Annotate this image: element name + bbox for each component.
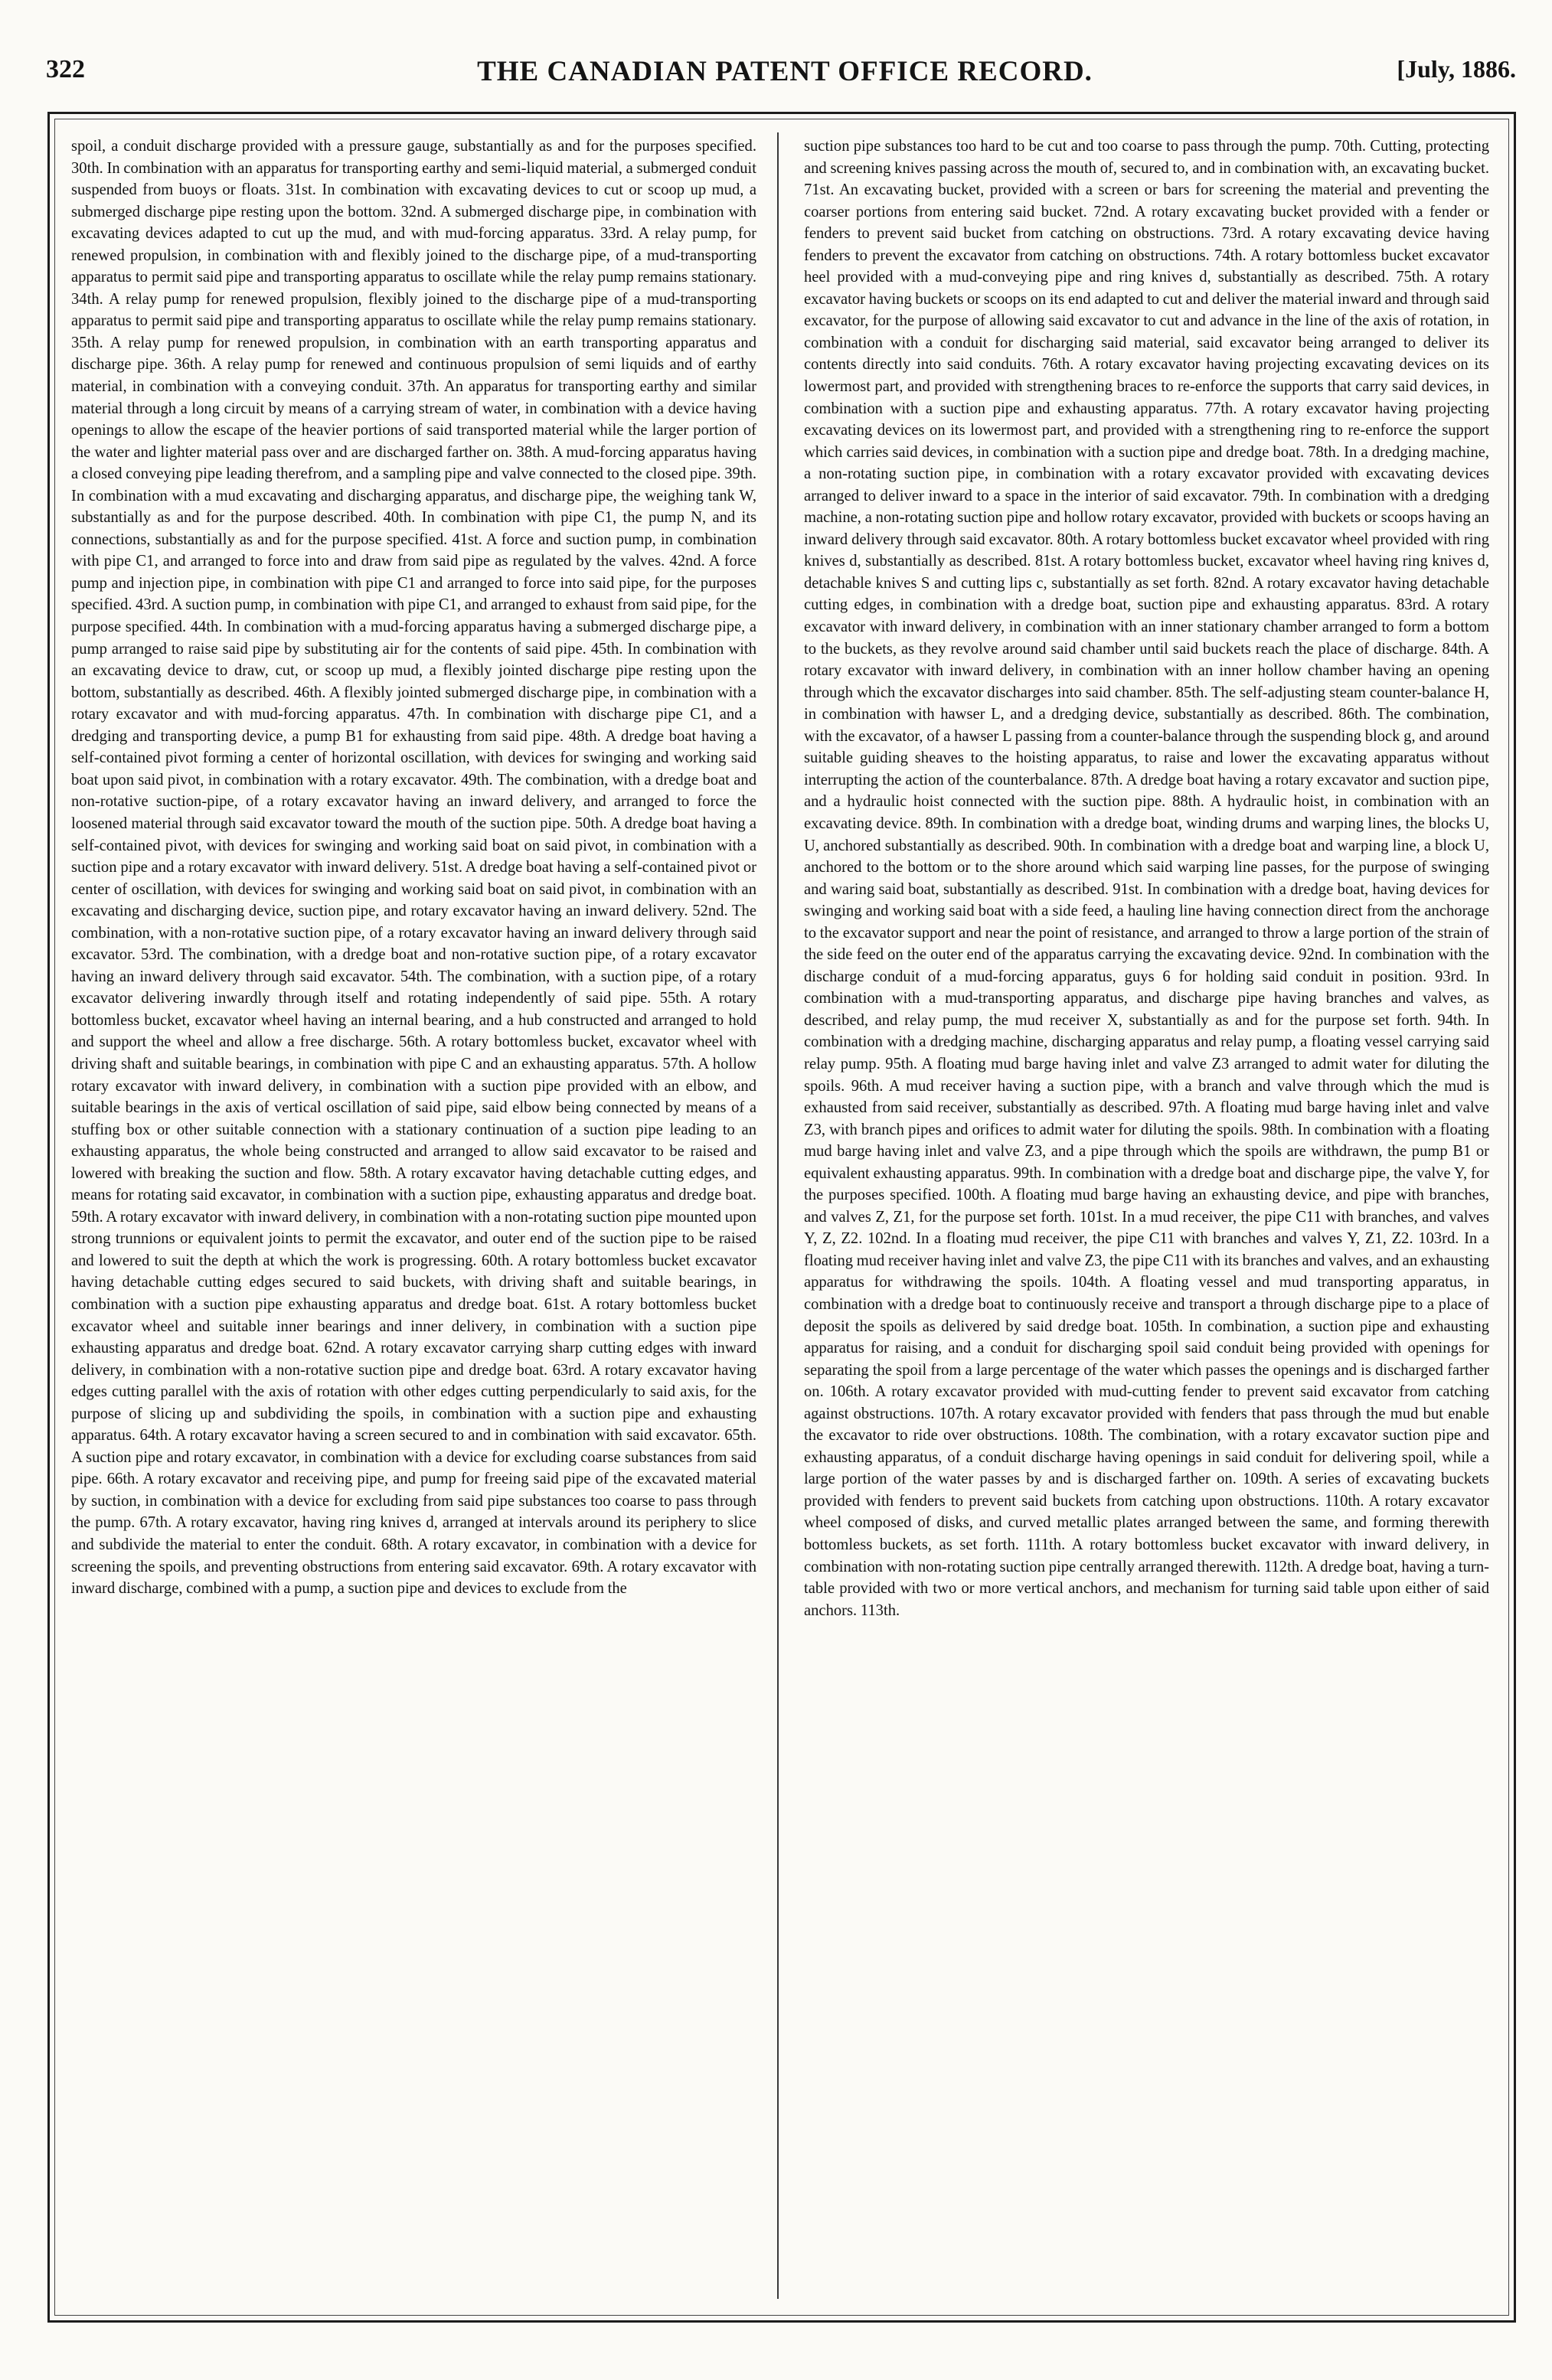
left-column-text: spoil, a conduit discharge provided with a pressure gauge, substantially as and for the purposes specified. 30th. In combination with an apparatus for transporting earthy and semi-liquid material, a submerged conduit suspended from buoys or floats. 31st. In combination with excavating devices to cut or scoop up mud, a submerged discharge pipe resting upon the bottom. 32nd. A submerged discharge pipe, in combination with excavating devices adapted to cut up the mud, and with mud-forcing apparatus. 33rd. A relay pump, for renewed propulsion, in combination with and flexibly joined to the discharge pipe, of a mud-transporting apparatus to permit said pipe and transporting apparatus to oscillate while the relay pump remains stationary. 34th. A relay pump for renewed propulsion, flexibly joined to the discharge pipe of a mud-transporting apparatus to permit said pipe and transporting apparatus to oscillate while the relay pump remains stationary. 35th. A relay pump for renewed propulsion, in combination with an earth transporting apparatus and discharge pipe. 36th. A relay pump for renewed and continuous propulsion of semi liquids and of earthy material, in combination with a conveying conduit. 37th. An apparatus for transporting earthy and similar material through a long circuit by means of a carrying stream of water, in combination with a device having openings to allow the escape of the heavier portions of said transported material while the larger portion of the water and lighter material pass over and are discharged farther on. 38th. A mud-forcing apparatus having a closed conveying pipe leading therefrom, and a sampling pipe and valve connected to the closed pipe. 39th. In combination with a mud excavating and discharging apparatus, and discharge pipe, the weighing tank W, substantially as and for the purpose described. 40th. In combination with pipe C1, the pump N, and its connections, substantially as and for the purpose specified. 41st. A force and suction pump, in combination with pipe C1, and arranged to force into and draw from said pipe as regulated by the valves. 42nd. A force pump and injection pipe, in combination with pipe C1 and arranged to force into said pipe, for the purposes specified. 43rd. A suction pump, in combination with pipe C1, and arranged to exhaust from said pipe, for the purpose specified. 44th. In combination with a mud-forcing apparatus having a submerged discharge pipe, a pump arranged to raise said pipe by substituting air for the contents of said pipe. 45th. In combination with an excavating device to draw, cut, or scoop up mud, a flexibly jointed discharge pipe resting upon the bottom, substantially as described. 46th. A flexibly jointed submerged discharge pipe, in combination with a rotary excavator and with mud-forcing apparatus. 47th. In combination with discharge pipe C1, and a dredging and transporting device, a pump B1 for exhausting from said pipe. 48th. A dredge boat having a self-contained pivot forming a center of horizontal oscillation, with devices for swinging and working said boat upon said pivot, in combination with a rotary excavator. 49th. The combination, with a dredge boat and non-rotative suction-pipe, of a rotary excavator having an inward delivery, and arranged to force the loosened material through said excavator toward the mouth of the suction pipe. 50th. A dredge boat having a self-contained pivot, with devices for swinging and working said boat on said pivot, in combination with a suction pipe and a rotary excavator with inward delivery. 51st. A dredge boat having a self-contained pivot or center of oscillation, with devices for swinging and working said boat on said pivot, in combination with an excavating and discharging device, suction pipe, and rotary excavator having an inward delivery. 52nd. The combination, with a non-rotative suction pipe, of a rotary excavator having an inward delivery through said excavator. 53rd. The combination, with a dredge boat and non-rotative suction pipe, of a rotary excavator having an inward delivery through said excavator. 54th. The combination, with a suction pipe, of a rotary excavator delivering inwardly through itself and rotating independently of said pipe. 55th. A rotary bottomless bucket, excavator wheel having an internal bearing, and a hub constructed and arranged to hold and support the wheel and allow a free discharge. 56th. A rotary bottomless bucket, excavator wheel with driving shaft and suitable bearings, in combination with pipe C and an exhausting apparatus. 57th. A hollow rotary excavator with inward delivery, in combination with a suction pipe provided with an elbow, and suitable bearings in the axis of vertical oscillation of said pipe, said elbow being connected by means of a stuffing box or other suitable connection with a stationary continuation of a suction pipe leading to an exhausting apparatus, the whole being constructed and arranged to allow said excavator to be raised and lowered with breaking the suction and flow. 58th. A rotary excavator having detachable cutting edges, and means for rotating said excavator, in combination with a suction pipe, exhausting apparatus and dredge boat. 59th. A rotary excavator with inward delivery, in combination with a non-rotating suction pipe mounted upon strong trunnions or equivalent joints to permit the excavator, and outer end of the suction pipe to be raised and lowered to suit the depth at which the work is progressing. 60th. A rotary bottomless bucket excavator having detachable cutting edges secured to said buckets, with driving shaft and suitable bearings, in combination with a suction pipe exhausting apparatus and dredge boat. 61st. A rotary bottomless bucket excavator wheel and suitable inner bearings and inner delivery, in combination with a suction pipe exhausting apparatus and dredge boat. 62nd. A rotary excavator carrying sharp cutting edges with inward delivery, in combination with a non-rotative suction pipe and dredge boat. 63rd. A rotary excavator having edges cutting parallel with the axis of rotation with other edges cutting perpendicularly to said axis, for the purpose of slicing up and subdividing the spoils, in combination with a suction pipe and exhausting apparatus. 64th. A rotary excavator having a screen secured to and in combination with said excavator. 65th. A suction pipe and rotary excavator, in combination with a device for excluding coarse substances from said pipe. 66th. A rotary excavator and receiving pipe, and pump for freeing said pipe of the excavated material by suction, in combination with a device for excluding from said pipe substances too coarse to pass through the pump. 67th. A rotary excavator, having ring knives d, arranged at intervals around its periphery to slice and subdivide the material to enter the conduit. 68th. A rotary excavator, in combination with a device for screening the spoils, and preventing obstructions from entering said excavator. 69th. A rotary excavator with inward discharge, combined with a pump, a suction pipe and devices to exclude from the (71, 138, 756, 1598)
page-number: 322 (46, 55, 85, 83)
right-column-text: suction pipe substances too hard to be cut and too coarse to pass through the pump. 70th. Cutting, protecting and screening knives passing across the mouth of, secured to, and in combination with, an excavating bucket. 71st. An excavating bucket, provided with a screen or bars for screening the material and preventing the coarser portions from entering said bucket. 72nd. A rotary excavating bucket provided with a fender or fenders to prevent said bucket from catching on obstructions. 73rd. A rotary excavating device having fenders to prevent the excavator from catching on obstructions. 74th. A rotary bottomless bucket excavator heel provided with a mud-conveying pipe and ring knives d, substantially as described. 75th. A rotary excavator having buckets or scoops on its end adapted to cut and deliver the material inward and through said excavator, for the purpose of allowing said excavator to cut and advance in the line of the axis of rotation, in combination with a conduit for discharging said material, said excavator being arranged to deliver its contents directly into said conduits. 76th. A rotary excavator having projecting excavating devices on its lowermost part, and provided with strengthening braces to re-enforce the supports that carry said devices, in combination with a suction pipe and exhausting apparatus. 77th. A rotary excavator having projecting excavating devices on its lowermost part, and provided with a strengthening ring to re-enforce the support which carries said devices, in combination with a suction pipe and dredge boat. 78th. In a dredging machine, a non-rotating suction pipe, in combination with a rotary excavator provided with excavating devices arranged to deliver inward to a space in the interior of said excavator. 79th. In combination with a dredging machine, a non-rotating suction pipe and hollow rotary excavator, provided with buckets or scoops having an inward delivery through said excavator. 80th. A rotary bottomless bucket excavator wheel provided with ring knives d, substantially as described. 81st. A rotary bottomless bucket, excavator wheel having ring knives d, detachable knives S and cutting lips c, substantially as set forth. 82nd. A rotary excavator having detachable cutting edges, in combination with a dredge boat, suction pipe and exhausting apparatus. 83rd. A rotary excavator with inward delivery, in combination with an inner stationary chamber arranged to form a bottom to the buckets, as they revolve around said chamber until said buckets reach the place of discharge. 84th. A rotary excavator with inward delivery, in combination with an inner hollow chamber having an opening through which the excavator discharges into said chamber. 85th. The self-adjusting steam counter-balance H, in combination with hawser L, and a dredging device, substantially as described. 86th. The combination, with the excavator, of a hawser L passing from a counter-balance through the suspending block g, and around suitable guiding sheaves to the hoisting apparatus, to raise and lower the excavating apparatus without interrupting the action of the counterbalance. 87th. A dredge boat having a rotary excavator and suction pipe, and a hydraulic hoist connected with the suction pipe. 88th. A hydraulic hoist, in combination with an excavating device. 89th. In combination with a dredge boat, winding drums and warping lines, the blocks U, U, anchored substantially as described. 90th. In combination with a dredge boat and warping line, a block U, anchored to the bottom or to the shore around which said warping line passes, for the purpose of swinging and waring said boat, substantially as described. 91st. In combination with a dredge boat, having devices for swinging and working said boat with a side feed, a hauling line having connection direct from the anchorage to the excavator support and near the point of resistance, and arranged to throw a large portion of the strain of the side feed on the outer end of the apparatus carrying the excavating device. 92nd. In combination with the discharge conduit of a mud-forcing apparatus, guys 6 for holding said conduit in position. 93rd. In combination with a mud-transporting apparatus, and discharge pipe having branches and valves, as described, and relay pump, the mud receiver X, substantially as and for the purpose set forth. 94th. In combination with a dredging machine, discharging apparatus and relay pump, a floating vessel carrying said relay pump. 95th. A floating mud barge having inlet and valve Z3 arranged to admit water for diluting the spoils. 96th. A mud receiver having a suction pipe, with a branch and valve through which the mud is exhausted from said receiver, substantially as described. 97th. A floating mud barge having inlet and valve Z3, with branch pipes and orifices to admit water for diluting the spoils. 98th. In combination with a floating mud barge having inlet and valve Z3, and a pipe through which the spoils are withdrawn, the pump B1 or equivalent exhausting apparatus. 99th. In combination with a dredge boat and discharge pipe, the valve Y, for the purposes specified. 100th. A floating mud barge having an exhausting device, and pipe with branches, and valves Z, Z1, for the purpose set forth. 101st. In a mud receiver, the pipe C11 with branches, and valves Y, Z, Z2. 102nd. In a floating mud receiver, the pipe C11 with branches and valves Y, Z1, Z2. 103rd. In a floating mud receiver having inlet and valve Z3, the pipe C11 with its branches and valves, and an exhausting apparatus for withdrawing the spoils. 104th. A floating vessel and mud transporting apparatus, in combination with a dredge boat to continuously receive and transport a through discharge pipe to a place of deposit the spoils as delivered by said dredge boat. 105th. In combination, a suction pipe and exhausting apparatus for raising, and a conduit for discharging spoil said conduit being provided with openings for separating the spoil from a large percentage of the water which passes the openings and is discharged farther on. 106th. A rotary excavator provided with mud-cutting fender to prevent said excavator from catching against obstructions. 107th. A rotary excavator provided with fenders that pass through the mud but enable the excavator to ride over obstructions. 108th. The combination, with a rotary excavator suction pipe and exhausting apparatus, of a conduit discharge having openings in said conduit for delivering spoil, while a large portion of the water passes by and is discharged farther on. 109th. A series of excavating buckets provided with fenders to prevent said buckets from catching upon obstructions. 110th. A rotary excavator wheel composed of disks, and curved metallic plates arranged between the same, and forming therewith bottomless buckets, as set forth. 111th. A rotary bottomless bucket excavator with inward delivery, in combination with non-rotating suction pipe centrally arranged therewith. 112th. A dredge boat, having a turn-table provided with two or more vertical anchors, and mechanism for turning said table upon either of said anchors. 113th. (804, 138, 1489, 1619)
right-column (804, 135, 1489, 2287)
column-divider (777, 132, 779, 2299)
text-frame (47, 112, 1516, 2323)
left-column (71, 135, 756, 2287)
page-header (46, 55, 1524, 101)
journal-title: THE CANADIAN PATENT OFFICE RECORD. (477, 56, 1093, 87)
issue-date: [July, 1886. (1397, 55, 1516, 83)
